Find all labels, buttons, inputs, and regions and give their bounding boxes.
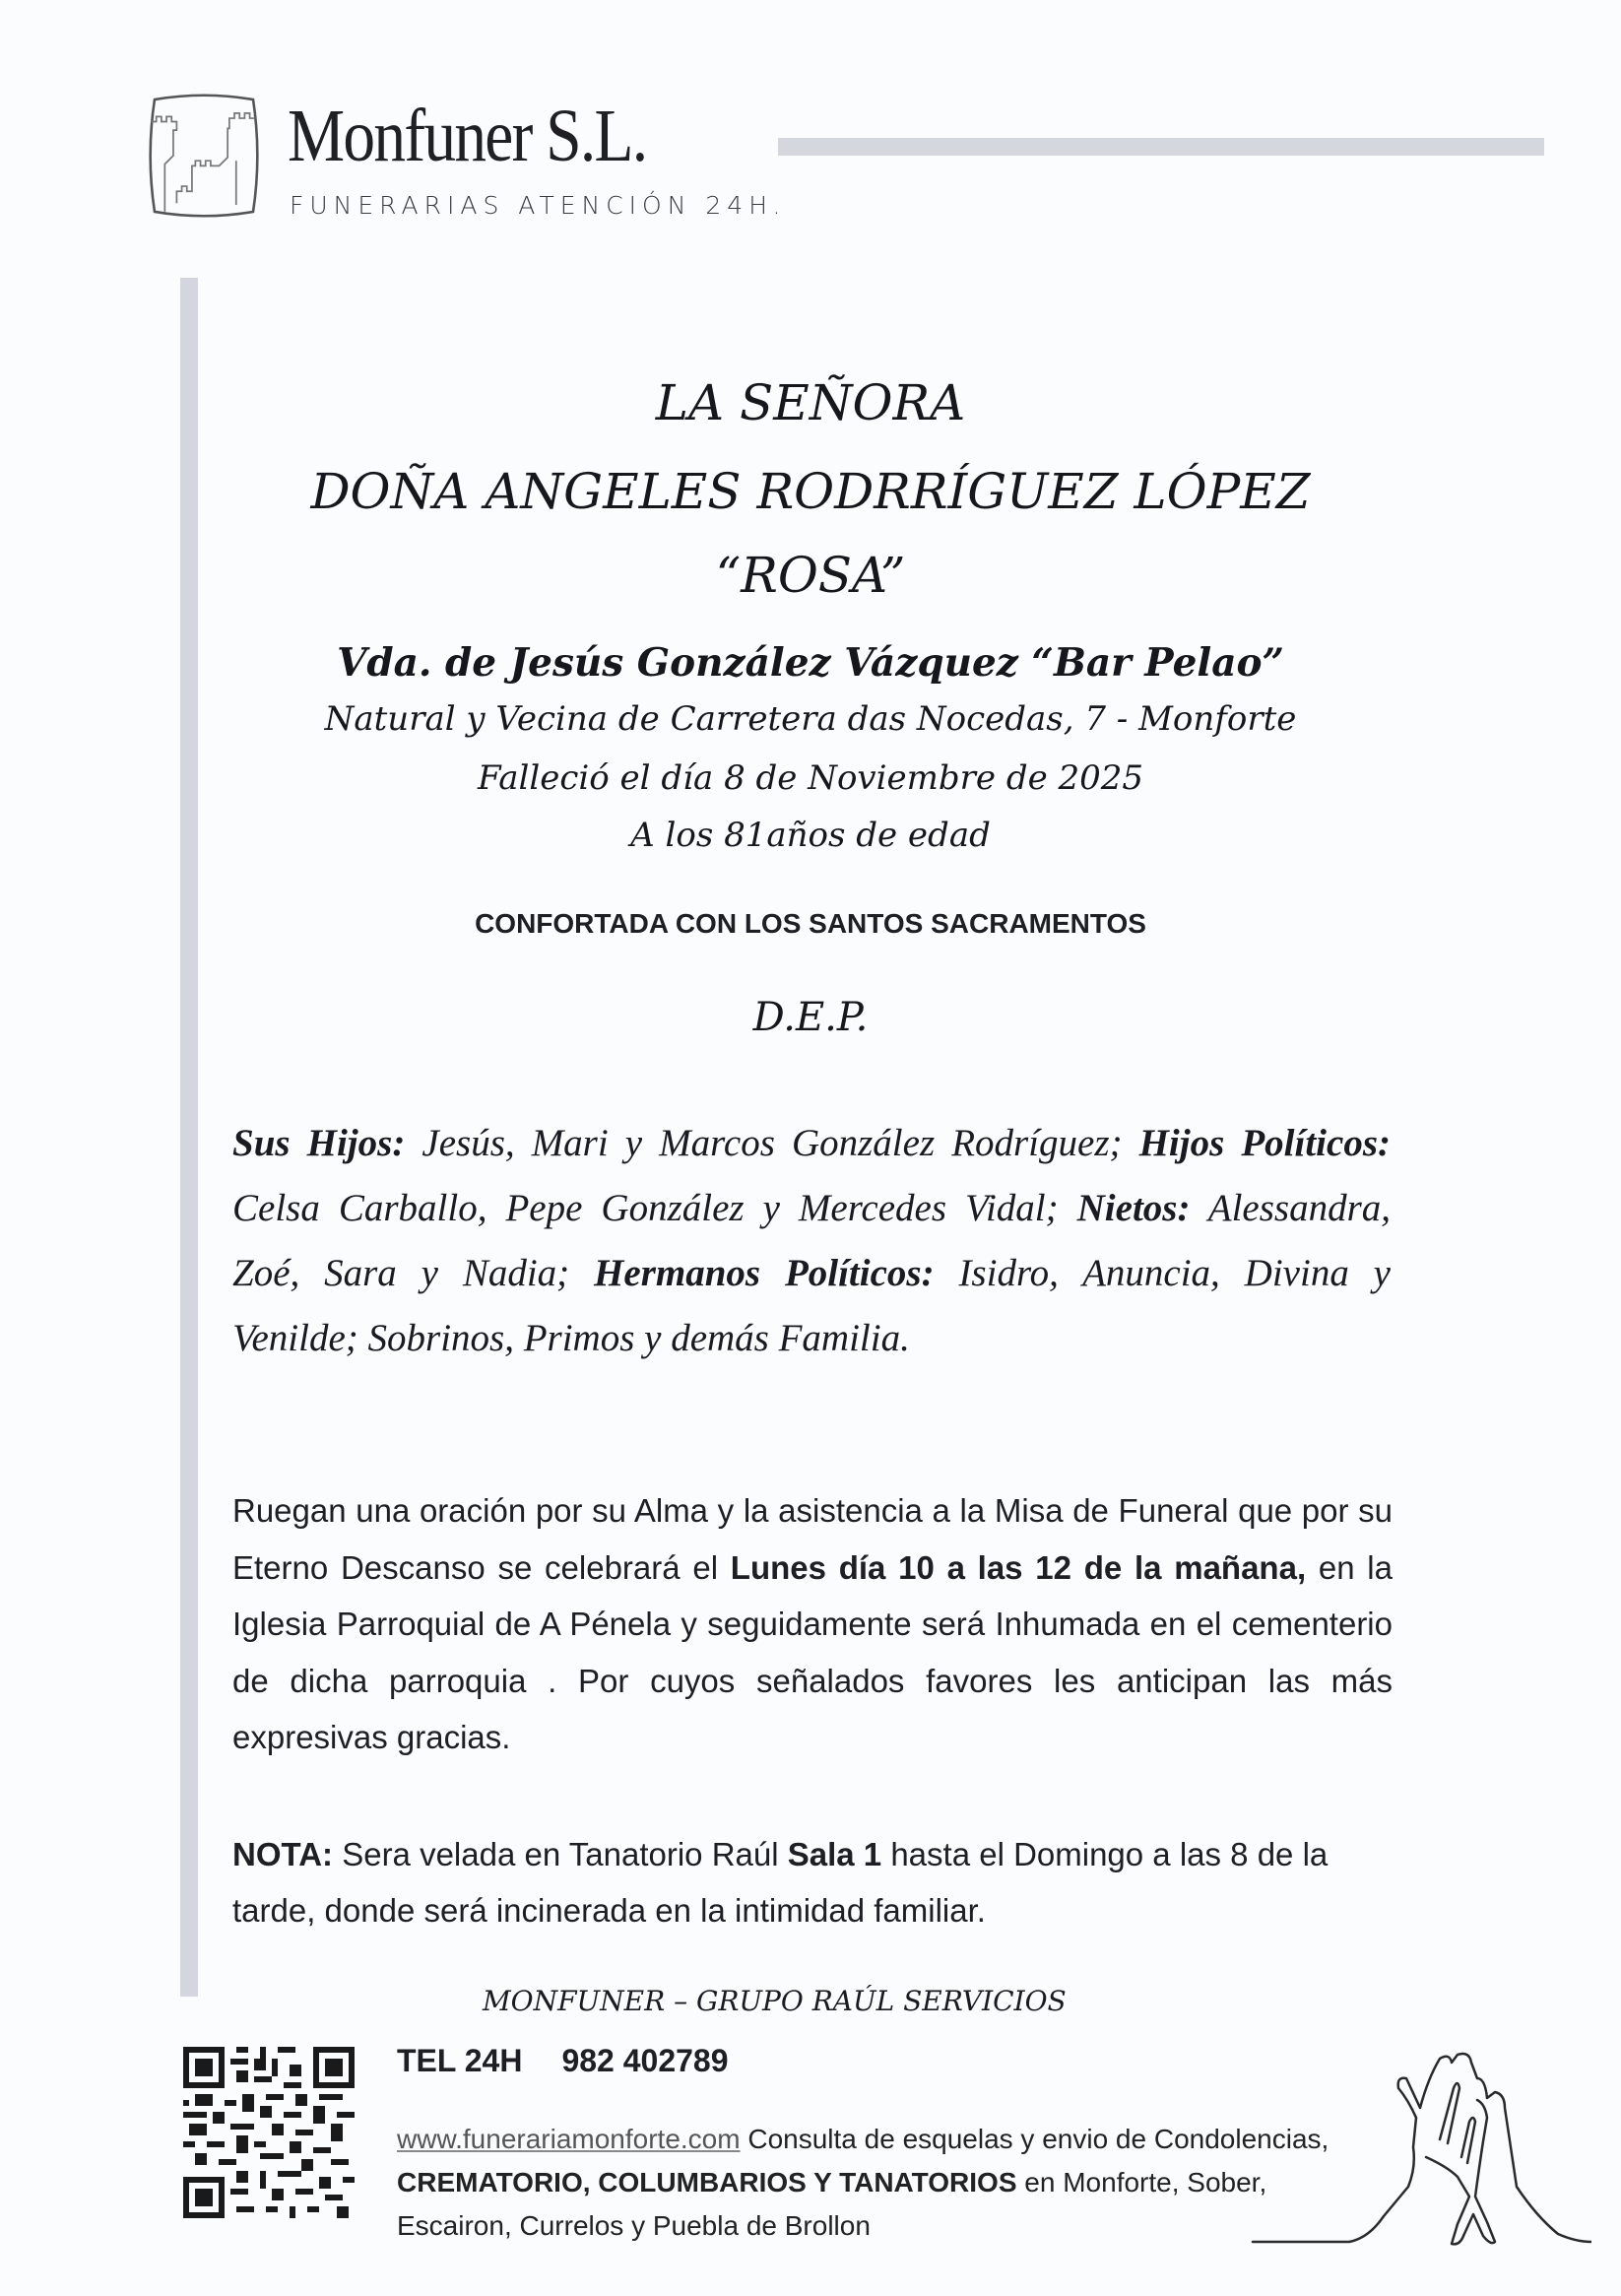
sacraments-line: CONFORTADA CON LOS SANTOS SACRAMENTOS [475,908,1146,939]
note-paragraph [232,1826,1393,1938]
phone-label: TEL 24H [397,2043,523,2078]
note-text-1: Sera velada en Tanatorio Raúl [333,1836,788,1872]
qr-code-icon[interactable] [183,2047,355,2218]
group-name: MONFUNER – GRUPO RAÚL SERVICIOS [483,1985,1067,2017]
footer-text-1: Consulta de esquelas y envio de Condolencias, [740,2124,1329,2154]
funeral-paragraph [232,1482,1393,1766]
note-label: NOTA: [232,1836,334,1872]
dep-line: D.E.P. [752,995,869,1040]
footer-text-2: en Monforte, Sober, Escairon, Currelos y Puebla de Brollon [397,2167,1267,2241]
funeral-datetime: Lunes día 10 a las 12 de la mañana, [730,1548,1307,1586]
hijos-label: Sus Hijos: [232,1122,406,1164]
nietos-names: Alessandra, Zoé, Sara y Nadia; [232,1187,1392,1294]
title-line-1: LA SEÑORA [655,374,966,431]
side-divider-bar [180,278,198,1997]
funeral-text-2: en la Iglesia Parroquial de A Pénela y seguidamente será Inhumada en el cementerio de dicha parroquia . Por cuyos señalados favores les anticipan las más expresivas gracias. [232,1548,1393,1755]
phone-line [397,2043,768,2079]
residence: Natural y Vecina de Carretera das Nocedas, 7 - Monforte [324,699,1297,739]
hermanos-names: Isidro, Anuncia, Divina y Venilde; Sobrinos, Primos y demás Familia. [232,1252,1391,1359]
phone-number[interactable]: 982 402789 [561,2043,729,2078]
deceased-name: DOÑA ANGELES RODRRÍGUEZ LÓPEZ [310,463,1311,520]
funeral-text-1: Ruegan una oración por su Alma y la asistencia a la Misa de Funeral que por su Eterno Descanso se celebrará el [232,1492,1393,1586]
website-link[interactable]: www.funerariamonforte.com [397,2124,741,2154]
brand-name: Monfuner S.L. [288,95,647,177]
hijos-names: Jesús, Mari y Marcos González Rodríguez; [405,1122,1139,1164]
hermanos-label: Hermanos Políticos: [594,1252,935,1294]
note-room: Sala 1 [787,1836,882,1872]
note-text-2: hasta el Domingo a las 8 de la tarde, donde será incinerada en la intimidad familiar. [232,1836,1329,1929]
hijos-politicos-names: Celsa Carballo, Pepe González y Mercedes Vidal; [232,1187,1077,1229]
family-paragraph [232,1111,1391,1371]
castle-towers-icon [136,87,272,225]
nietos-label: Nietos: [1076,1187,1191,1229]
praying-hands-icon [1251,2049,1591,2265]
hijos-politicos-label: Hijos Políticos: [1138,1122,1391,1164]
footer-services: CREMATORIO, COLUMBARIOS Y TANATORIOS [397,2167,1017,2198]
age: A los 81años de edad [630,816,991,855]
widow-of: Vda. de Jesús González Vázquez “Bar Pelao” [337,640,1284,686]
brand-tagline: FUNERARIAS ATENCIÓN 24H. [290,191,787,220]
death-date: Falleció el día 8 de Noviembre de 2025 [477,758,1144,798]
header-divider-bar [778,138,1544,156]
deceased-nickname: “ROSA” [715,547,906,604]
footer-paragraph [397,2118,1342,2248]
